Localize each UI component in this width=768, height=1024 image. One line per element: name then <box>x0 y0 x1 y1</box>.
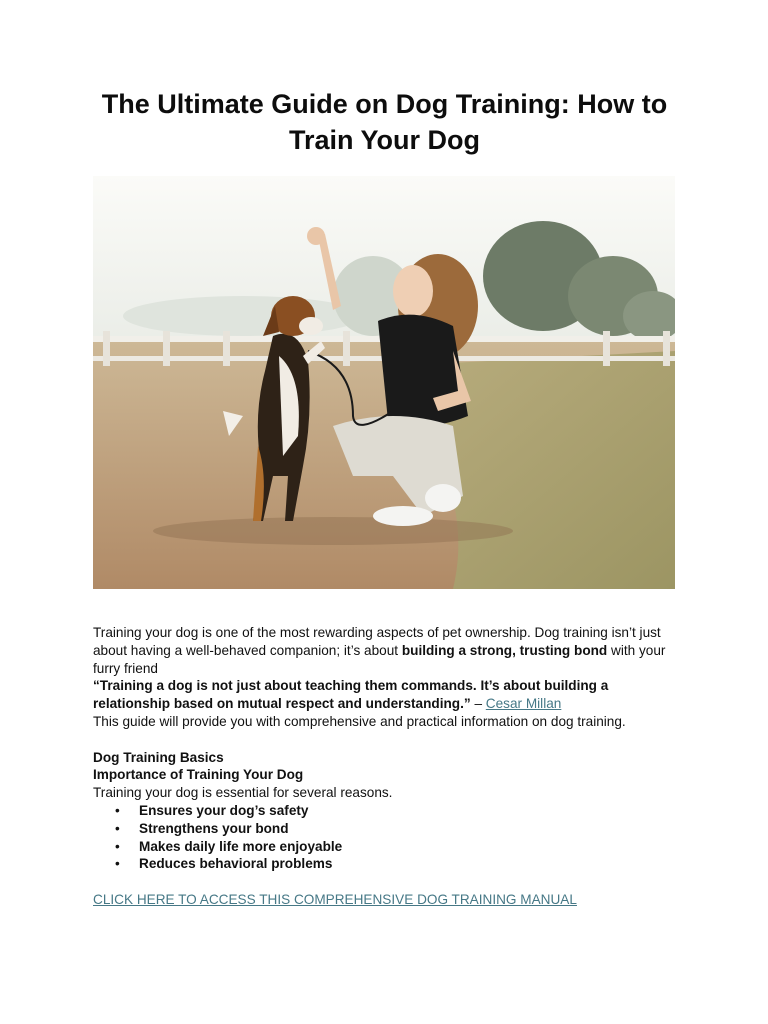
bullet-icon: • <box>115 838 120 854</box>
list-item: • Makes daily life more enjoyable <box>115 838 343 854</box>
sub-heading: Importance of Training Your Dog <box>93 767 304 783</box>
quote-dash: – <box>470 696 486 712</box>
section-heading: Dog Training Basics <box>93 749 224 765</box>
intro-paragraph <box>93 624 678 677</box>
guide-paragraph: This guide will provide you with comprehensive and practical information on dog training. <box>93 713 626 729</box>
list-item: • Strengthens your bond <box>115 820 289 836</box>
article-body <box>93 624 678 909</box>
intro-text: Training your dog is one of the most rewarding aspects of pet ownership. Dog training isn’t just about having a well-behaved companion; it’s about <box>93 625 661 658</box>
list-item: • Ensures your dog’s safety <box>115 802 309 818</box>
quote-text: “Training a dog is not just about teaching them commands. It’s about building a relationship based on mutual respect and understanding.” <box>93 678 609 712</box>
list-item: • Reduces behavioral problems <box>115 856 333 872</box>
intro-text-end: with your furry friend <box>93 642 666 676</box>
hero-image <box>93 176 675 589</box>
bullet-icon: • <box>115 856 120 872</box>
manual-cta-link[interactable]: CLICK HERE TO ACCESS THIS COMPREHENSIVE DOG TRAINING MANUAL <box>93 891 577 907</box>
reasons-intro: Training your dog is essential for several reasons. <box>93 785 393 801</box>
reasons-list <box>93 802 678 873</box>
page-title: The Ultimate Guide on Dog Training: How to Train Your Dog <box>101 89 668 155</box>
quote-paragraph <box>93 677 678 713</box>
intro-emphasis: building a strong, trusting bond <box>401 642 608 658</box>
quote-author-link[interactable]: Cesar Millan <box>485 696 562 712</box>
bullet-icon: • <box>115 802 120 818</box>
bullet-icon: • <box>115 820 120 836</box>
